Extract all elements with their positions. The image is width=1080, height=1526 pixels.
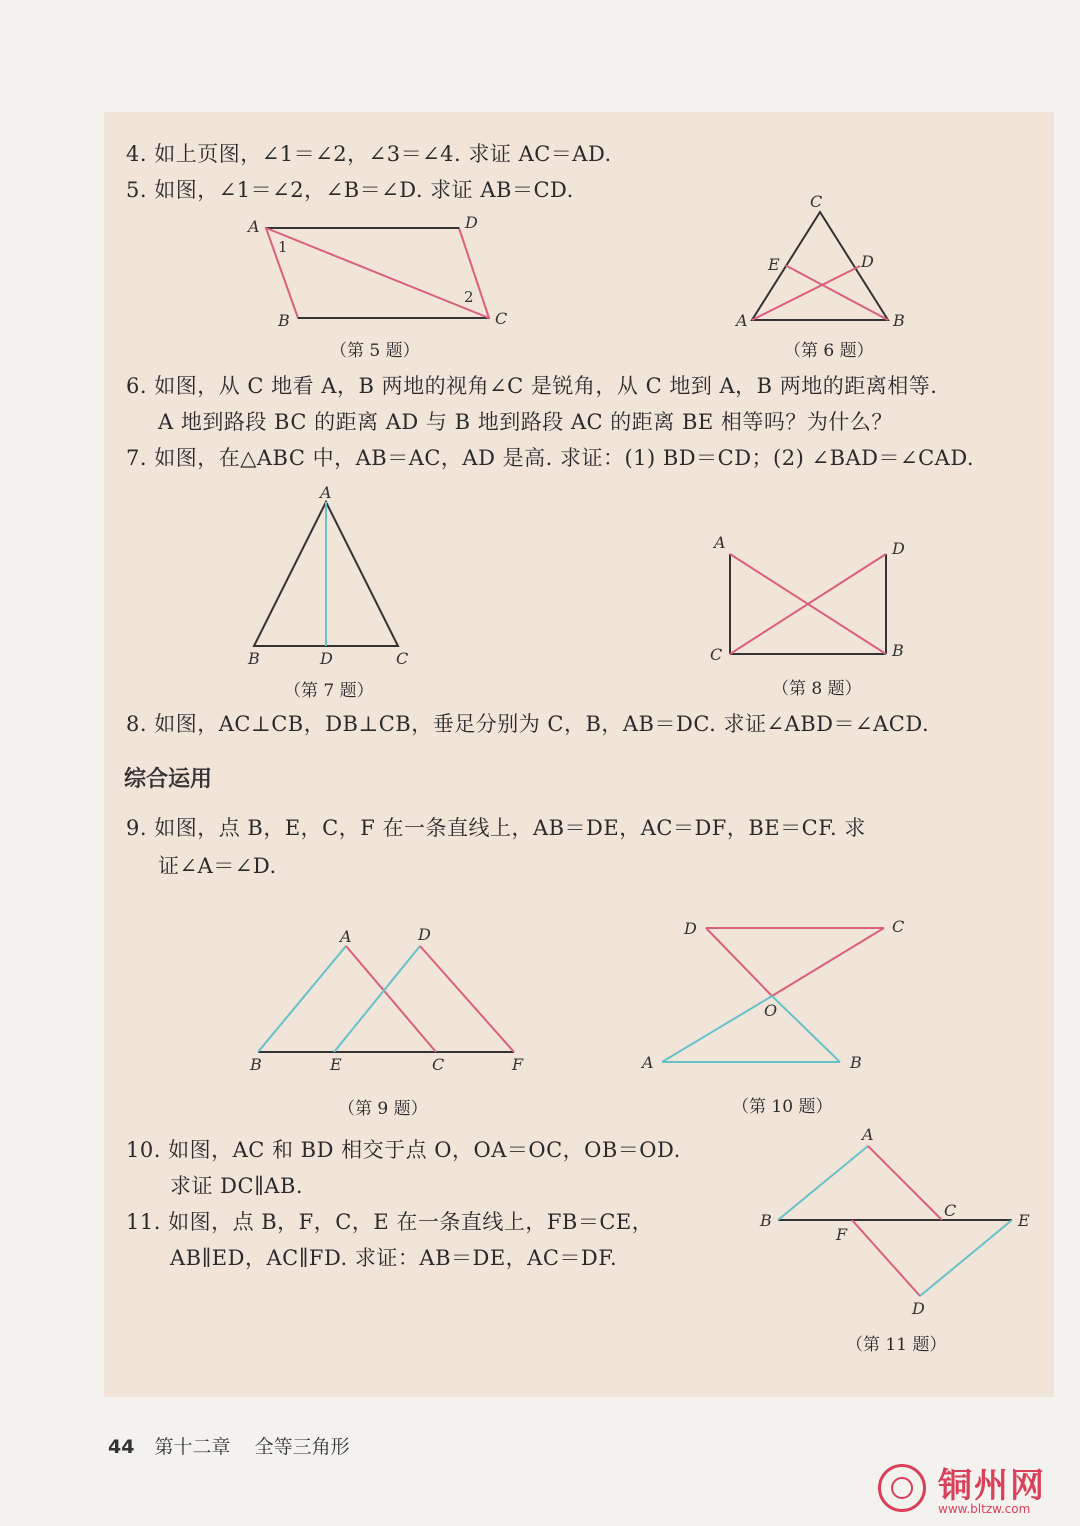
f10-label-B: B <box>850 1053 862 1072</box>
f11-label-F: F <box>836 1225 848 1244</box>
section-title: 综合运用 <box>124 767 213 792</box>
f6-label-B: B <box>893 311 905 330</box>
caption-figure-6: （第 6 题） <box>784 341 874 361</box>
f6-label-E: E <box>768 255 780 274</box>
watermark-url: www.bltzw.com <box>938 1502 1031 1516</box>
f7-label-C: C <box>396 649 409 668</box>
f8-label-C: C <box>710 645 723 664</box>
problem-8: 8. 如图，AC⊥CB，DB⊥CB，垂足分别为 C，B，AB＝DC. 求证∠ABD＝∠ACD. <box>126 712 930 736</box>
f9-label-E: E <box>330 1055 342 1074</box>
f8-label-D: D <box>892 539 905 558</box>
f11-label-B: B <box>760 1211 772 1230</box>
f11-label-A: A <box>862 1125 874 1144</box>
caption-figure-7: （第 7 题） <box>284 681 374 701</box>
seal-icon <box>878 1464 926 1512</box>
f7-label-B: B <box>248 649 260 668</box>
problem-10-line-2: 求证 DC∥AB. <box>170 1174 304 1198</box>
f10-label-A: A <box>642 1053 654 1072</box>
f6-label-D: D <box>861 252 874 271</box>
f9-label-C: C <box>432 1055 445 1074</box>
problem-9-line-1: 9. 如图，点 B，E，C，F 在一条直线上，AB＝DE，AC＝DF，BE＝CF. 求 <box>126 816 866 840</box>
problem-7: 7. 如图，在△ABC 中，AB＝AC，AD 是高. 求证：(1) BD＝CD；(2) ∠BAD＝∠CAD. <box>126 446 975 470</box>
f5-label-A: A <box>248 217 260 236</box>
f5-label-D: D <box>465 213 478 232</box>
problem-6-line-2: A 地到路段 BC 的距离 AD 与 B 地到路段 AC 的距离 BE 相等吗？为什么？ <box>158 410 893 434</box>
page-number: 44 <box>108 1436 135 1458</box>
f11-label-C: C <box>944 1201 957 1220</box>
caption-figure-5: （第 5 题） <box>330 341 420 361</box>
f5-label-B: B <box>278 311 290 330</box>
f8-label-A: A <box>714 533 726 552</box>
chapter-title: 全等三角形 <box>254 1436 350 1458</box>
page-footer <box>108 1432 350 1459</box>
f5-angle-2: 2 <box>464 288 474 306</box>
problem-11-line-2: AB∥ED，AC∥FD. 求证：AB＝DE，AC＝DF. <box>170 1246 618 1270</box>
problem-4: 4. 如上页图，∠1＝∠2，∠3＝∠4. 求证 AC＝AD. <box>126 142 612 166</box>
f9-label-D: D <box>418 925 431 944</box>
f7-label-A: A <box>320 483 332 502</box>
f6-label-C: C <box>810 192 823 211</box>
chapter-number: 第十二章 <box>154 1436 231 1458</box>
watermark-logo <box>878 1458 1068 1520</box>
f11-label-E: E <box>1018 1211 1030 1230</box>
f10-label-D: D <box>684 919 697 938</box>
f5-label-C: C <box>495 309 508 328</box>
f9-label-A: A <box>340 927 352 946</box>
f11-label-D: D <box>912 1299 925 1318</box>
caption-figure-10: （第 10 题） <box>732 1097 833 1117</box>
caption-figure-9: （第 9 题） <box>338 1099 428 1119</box>
f10-label-O: O <box>764 1001 778 1020</box>
caption-figure-8: （第 8 题） <box>772 679 862 699</box>
problem-10-line-1: 10. 如图，AC 和 BD 相交于点 O，OA＝OC，OB＝OD. <box>126 1138 681 1162</box>
problem-11-line-1: 11. 如图，点 B，F，C，E 在一条直线上，FB＝CE， <box>126 1210 654 1234</box>
f7-label-D: D <box>320 649 333 668</box>
f9-label-F: F <box>512 1055 524 1074</box>
problem-9-line-2: 证∠A＝∠D. <box>158 854 277 878</box>
problem-6-line-1: 6. 如图，从 C 地看 A，B 两地的视角∠C 是锐角，从 C 地到 A，B 两地的距离相等. <box>126 374 938 398</box>
problem-5: 5. 如图，∠1＝∠2，∠B＝∠D. 求证 AB＝CD. <box>126 178 574 202</box>
watermark-name: 铜州网 <box>938 1466 1046 1506</box>
f9-label-B: B <box>250 1055 262 1074</box>
f8-label-B: B <box>892 641 904 660</box>
f10-label-C: C <box>892 917 905 936</box>
f5-angle-1: 1 <box>278 238 288 256</box>
f6-label-A: A <box>736 311 748 330</box>
caption-figure-11: （第 11 题） <box>846 1335 947 1355</box>
